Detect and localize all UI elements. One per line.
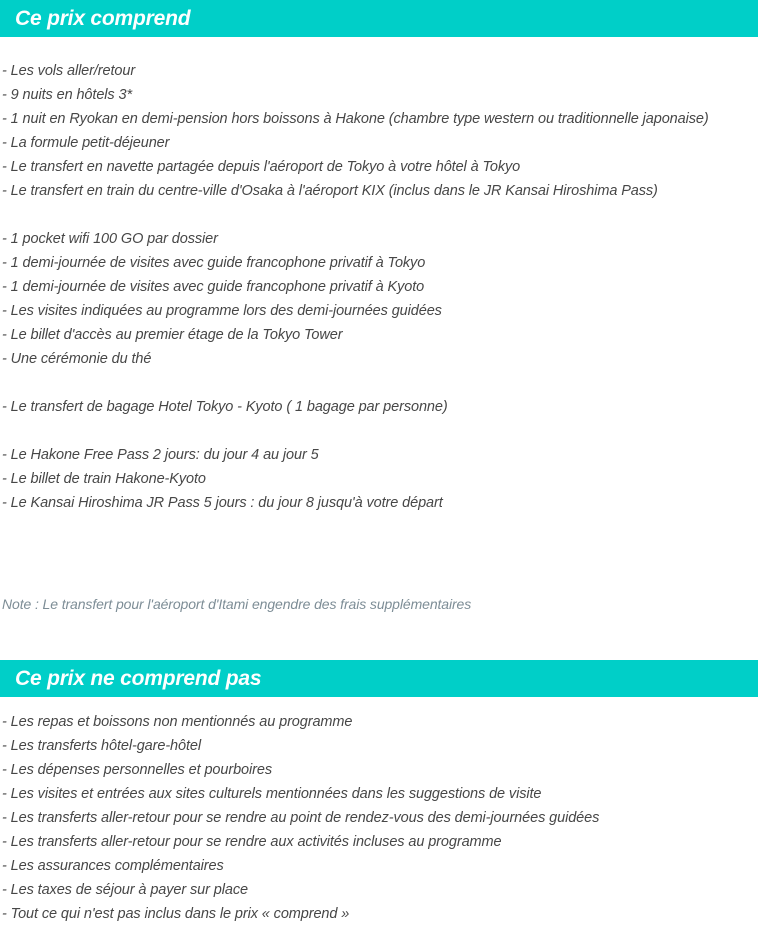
list-item: - Tout ce qui n'est pas inclus dans le prix « comprend »	[2, 906, 350, 922]
included-group-3-list	[2, 395, 754, 419]
excluded-section-body	[0, 697, 758, 926]
list-item: - Le Hakone Free Pass 2 jours: du jour 4 au jour 5	[2, 447, 319, 463]
list-item: - Les vols aller/retour	[2, 63, 136, 79]
included-section-banner	[0, 0, 758, 37]
spacer-after-note	[2, 614, 754, 660]
excluded-list	[2, 710, 754, 926]
included-group-4-list	[2, 443, 754, 515]
list-item: - Le transfert en train du centre-ville d'Osaka à l'aéroport KIX (inclus dans le JR Kansai Hiroshima Pass)	[2, 183, 658, 199]
list-item: - Les transferts hôtel-gare-hôtel	[2, 738, 201, 754]
list-item: - Les visites et entrées aux sites culturels mentionnées dans les suggestions de visite	[2, 786, 542, 802]
list-item: - 1 demi-journée de visites avec guide francophone privatif à Kyoto	[2, 279, 425, 295]
spacer-before-note	[2, 515, 754, 594]
list-item: - Les visites indiquées au programme lors des demi-journées guidées	[2, 303, 442, 319]
included-section-heading: Ce prix comprend	[15, 7, 191, 30]
list-item: - Le transfert de bagage Hotel Tokyo - Kyoto ( 1 bagage par personne)	[2, 399, 448, 415]
spacer-included-top	[2, 37, 754, 59]
spacer-excluded-top	[2, 697, 754, 710]
list-item: - Le billet d'accès au premier étage de la Tokyo Tower	[2, 327, 343, 343]
list-item: - Les dépenses personnelles et pourboires	[2, 762, 272, 778]
list-item: - Les assurances complémentaires	[2, 858, 224, 874]
included-section-note: Note : Le transfert pour l'aéroport d'Itami engendre des frais supplémentaires	[2, 596, 472, 612]
list-item: - Le Kansai Hiroshima JR Pass 5 jours : du jour 8 jusqu'à votre départ	[2, 495, 443, 511]
list-item: - La formule petit-déjeuner	[2, 135, 170, 151]
list-item: - Les transferts aller-retour pour se rendre aux activités incluses au programme	[2, 834, 502, 850]
list-item: - Le transfert en navette partagée depuis l'aéroport de Tokyo à votre hôtel à Tokyo	[2, 159, 521, 175]
list-item: - 1 demi-journée de visites avec guide francophone privatif à Tokyo	[2, 255, 426, 271]
list-item: - Une cérémonie du thé	[2, 351, 152, 367]
list-item: - 1 pocket wifi 100 GO par dossier	[2, 231, 218, 247]
list-item: - 1 nuit en Ryokan en demi-pension hors boissons à Hakone (chambre type western ou traditionnelle japonaise)	[2, 111, 709, 127]
excluded-section-heading: Ce prix ne comprend pas	[15, 667, 262, 690]
included-section-body	[0, 37, 758, 660]
excluded-section-banner	[0, 660, 758, 697]
list-item: - 9 nuits en hôtels 3*	[2, 87, 132, 103]
included-group-1-list	[2, 59, 754, 203]
list-item: - Les transferts aller-retour pour se rendre au point de rendez-vous des demi-journées guidées	[2, 810, 600, 826]
list-item: - Les repas et boissons non mentionnés au programme	[2, 714, 353, 730]
list-item: - Les taxes de séjour à payer sur place	[2, 882, 248, 898]
list-item: - Le billet de train Hakone-Kyoto	[2, 471, 206, 487]
included-group-2-list	[2, 227, 754, 371]
